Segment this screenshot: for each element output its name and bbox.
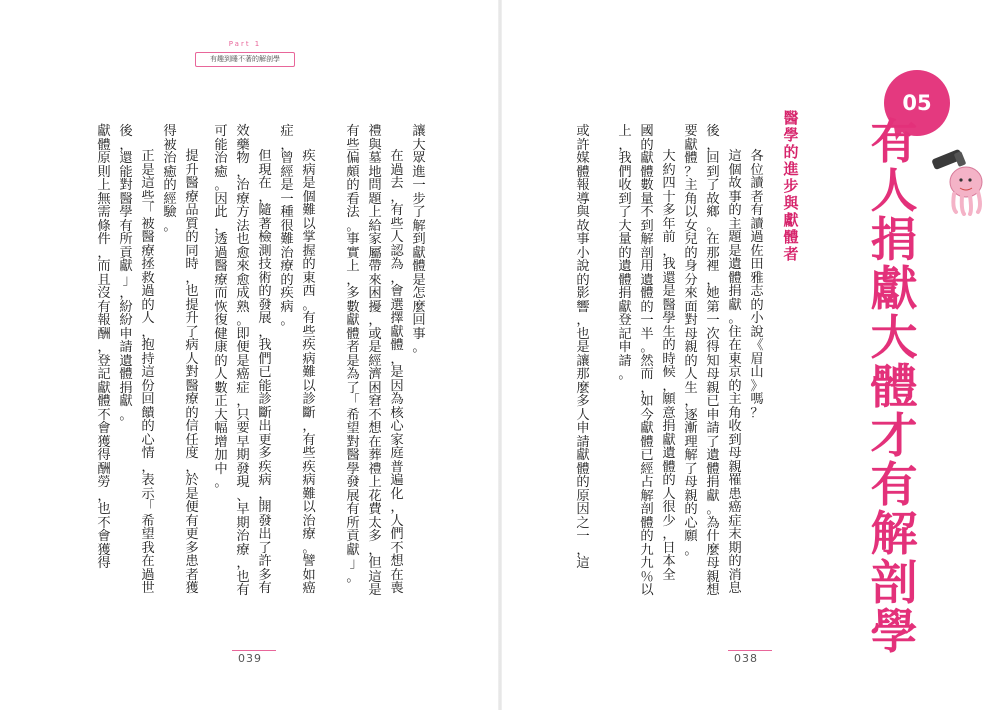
- right-text-column: 或許媒體報導與故事小說的影響，也是讓那麼多人申請獻體的原因之一，這: [576, 124, 590, 571]
- right-text-column: 上，我們收到了大量的遺體捐獻登記申請。: [618, 124, 632, 382]
- left-text-column: 獻體原則上無需條件，而且沒有報酬，登記獻體不會獲得酬勞，也不會獲得: [97, 124, 111, 571]
- page-number-rule-left: [232, 650, 276, 651]
- page-number-rule-right: [728, 650, 772, 651]
- right-text-column: 各位讀者有讀過佐田雅志的小說《眉山》嗎？: [750, 149, 764, 421]
- chapter-number-badge: 05: [884, 70, 950, 136]
- left-text-column: 疾病是個難以掌握的東西。有些疾病難以診斷，有些疾病難以治療。譬如癌: [302, 149, 316, 596]
- left-text-column: 但現在，隨著檢測技術的發展，我們已能診斷出更多疾病，開發出了許多有: [258, 149, 272, 596]
- right-text-column: 這個故事的主題是遺體捐獻。住在東京的主角收到母親罹患癌症末期的消息: [728, 149, 742, 596]
- left-text-column: 有些偏頗的看法。事實上，多數獻體者是為了「希望對醫學發展有所貢獻」。: [346, 124, 360, 585]
- left-text-column: 可能治癒。因此，透過醫療而恢復健康的人數正大幅增加中。: [214, 124, 228, 490]
- left-text-column: 症，曾經是一種很難治療的疾病。: [280, 124, 294, 328]
- page-number-right: 038: [734, 652, 758, 665]
- right-text-column: 大約四十多年前，我還是醫學生的時候，願意捐獻遺體的人很少，日本全: [662, 149, 676, 583]
- left-text-column: 在過去，有些人認為，會選擇獻體，是因為核心家庭普遍化，人們不想在喪: [390, 149, 404, 596]
- left-text-column: 提升醫療品質的同時，也提升了病人對醫療的信任度，於是便有更多患者獲: [185, 149, 199, 596]
- left-text-column: 正是這些「被醫療拯救過的人，抱持這份回饋的心情，表示「希望我在過世: [141, 149, 155, 596]
- section-heading: 醫學的進步與獻體者: [783, 109, 799, 263]
- right-text-column: 後，回到了故鄉。在那裡，她第一次得知母親已申請了遺體捐獻。為什麼母親想: [706, 124, 720, 598]
- left-text-column: 禮與墓地問題上給家屬帶來困擾，或是經濟困窘不想在葬禮上花費太多，但這是: [368, 124, 382, 598]
- page-number-left: 039: [238, 652, 262, 665]
- part-header: [195, 40, 295, 67]
- book-gutter: [498, 0, 502, 710]
- left-text-column: 得被治癒的經驗。: [163, 124, 177, 234]
- part-label: Part 1: [228, 40, 262, 48]
- left-text-column: 後，還能對醫學有所貢獻」，紛紛申請遺體捐獻。: [119, 124, 133, 423]
- left-text-column: 讓大眾進一步了解到獻體是怎麼回事。: [412, 124, 426, 355]
- right-text-column: 國的獻體數量不到解剖用遺體的一半。然而，如今獻體已經占解剖體的九九％以: [640, 124, 654, 598]
- left-text-column: 效藥物，治療方法也愈來愈成熟。即便是癌症，只要早期發現、早期治療，也有: [236, 124, 250, 598]
- mascot-telescope-icon: [930, 148, 990, 216]
- chapter-title: 有人捐獻大體才有解剖學: [870, 115, 918, 660]
- part-subtitle: 有趣到睡不著的解剖學: [195, 52, 295, 67]
- right-text-column: 要獻體？主角以女兒的身分來面對母親的人生，逐漸理解了母親的心願。: [684, 124, 698, 558]
